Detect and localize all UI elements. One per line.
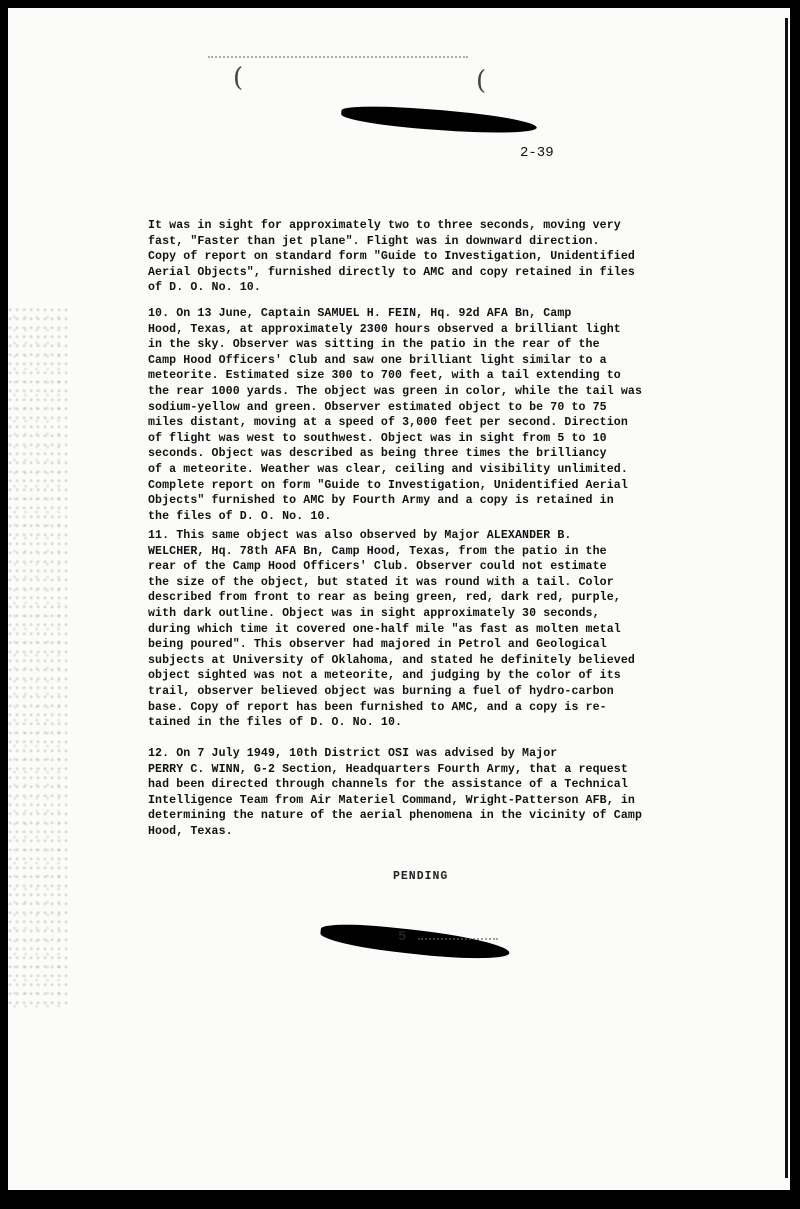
page-reference: 2-39 — [520, 145, 554, 161]
scan-mark-right: ( — [476, 66, 487, 96]
page-number: 5 — [398, 929, 407, 945]
paragraph-text: 10. On 13 June, Captain SAMUEL H. FEIN, Hq. 92d AFA Bn, Camp Hood, Texas, at approximately 2300 hours observed a brilliant light in the sky. Observer was sitting in the patio in the rear of the Camp Hood Officers' Club and saw one brilliant light similar to a meteorite. Estimated size 300 to 700 feet, with a tail extending to the rear 1000 yards. The object was green in color, while the tail was sodium-yellow and green. Observer estimated object to be 70 to 75 miles distant, moving at a speed of 3,000 feet per second. Direction of flight was west to southwest. Object was in sight from 5 to 10 seconds. Object was described as being three times the brilliancy of a meteorite. Weather was clear, ceiling and visibility unlimited. Complete report on form "Guide to Investigation, Unidentified Aerial Objects" furnished to AMC by Fourth Army and a copy is retained in the files of D. O. No. 10. — [148, 307, 643, 523]
paragraph-12 — [148, 746, 678, 840]
paragraph-11 — [148, 528, 678, 731]
redaction-bottom — [319, 920, 510, 964]
status-label: PENDING — [393, 870, 449, 883]
scan-border — [785, 18, 788, 1178]
paragraph-continued — [148, 218, 678, 296]
scan-noise-bottom — [418, 938, 498, 940]
scan-noise — [8, 308, 68, 1008]
scan-noise-top — [208, 56, 468, 72]
paragraph-10 — [148, 306, 678, 524]
paragraph-text: 12. On 7 July 1949, 10th District OSI was advised by Major PERRY C. WINN, G-2 Section, Headquarters Fourth Army, that a request had been directed through channels for the assistance of a Technical Intelligence Team from Air Materiel Command, Wright-Patterson AFB, in determining the nature of the aerial phenomena in the vicinity of Camp Hood, Texas. — [148, 747, 643, 838]
paragraph-text: It was in sight for approximately two to three seconds, moving very fast, "Faster than jet plane". Flight was in downward direction. Copy of report on standard form "Guide to Investigation, Unidentified Aerial Objects", furnished directly to AMC and copy retained in files of D. O. No. 10. — [148, 219, 635, 295]
redaction-top — [341, 103, 538, 137]
paragraph-text: 11. This same object was also observed by Major ALEXANDER B. WELCHER, Hq. 78th AFA Bn, Camp Hood, Texas, from the patio in the rear of the Camp Hood Officers' Club. Observer could not estimate the size of the object, but stated it was round with a tail. Color described from front to rear as being green, red, dark red, purple, with dark outline. Object was in sight approximately 30 seconds, during which time it covered one-half mile "as fast as molten metal being poured". This observer had majored in Petrol and Geological subjects at University of Oklahoma, and stated he definitely believed object sighted was not a meteorite, and judging by the color of its trail, observer believed object was burning a fuel of hydro-carbon base. Copy of report has been furnished to AMC, and a copy is re- tained in the files of D. O. No. 10. — [148, 529, 635, 730]
document-page — [8, 8, 790, 1190]
scan-mark-left: ( — [233, 63, 244, 93]
